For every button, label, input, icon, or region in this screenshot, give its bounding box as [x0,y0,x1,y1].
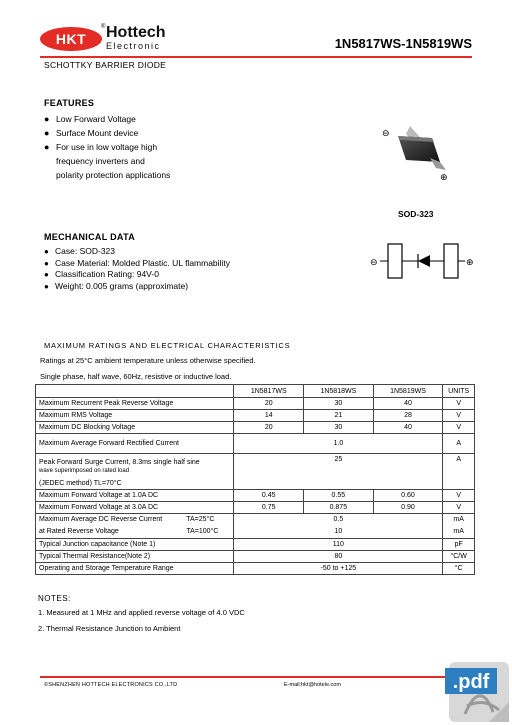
mechanical-item: ● Case: SOD-323 [44,246,115,256]
condition-text: TA=25°C [186,516,215,523]
table-header-cell: UNITS [443,385,475,398]
bullet-icon: ● [44,258,49,268]
param-cell: Typical Junction capacitance (Note 1) [36,539,234,551]
param-line: (JEDEC method) TL=70°C [39,479,122,487]
param-line: Peak Forward Surge Current, 8.3ms single half sine [39,458,200,466]
param-cell: Typical Thermal Resistance(Note 2) [36,551,234,563]
value-cell: 30 [304,398,374,410]
pdf-badge-icon[interactable] [445,660,512,725]
param-cell: Maximum Average Forward Rectified Current [36,434,234,454]
unit-cell: A [443,454,475,490]
note-item: 2. Thermal Resistance Junction to Ambient [38,624,181,633]
value-cell: 80 [234,551,443,563]
bullet-icon: ● [44,270,49,279]
value-cell: 20 [234,398,304,410]
unit-cell: pF [443,539,475,551]
logo-mark: HKT [55,31,87,47]
feature-item: ● For use in low voltage high [44,142,158,152]
table-row [36,454,475,490]
package-plus-symbol: ⊕ [440,173,448,183]
ratings-note-phase: Single phase, half wave, 60Hz, resistive or inductive load. [40,372,232,381]
bullet-icon: ● [44,142,50,152]
table-header-cell: 1N5818WS [304,385,374,398]
mechanical-list [44,246,230,292]
feature-continuation: frequency inverters and [56,156,145,166]
part-number-title: 1N5817WS-1N5819WS [334,36,472,51]
value-cell: 20 [234,422,304,434]
value-cell: 0.45 [234,490,304,502]
logo-name: Hottech [106,24,166,41]
document-subtitle: SCHOTTKY BARRIER DIODE [44,60,167,70]
value-cell: 14 [234,410,304,422]
package-minus-symbol: ⊖ [382,129,390,139]
table-row [36,563,475,575]
footer-divider [40,676,472,678]
value-cell: 0.5 10 [234,514,443,539]
unit-cell: V [443,422,475,434]
mechanical-item: ● Classification Rating: 94V-0 [44,269,159,279]
mechanical-item: ● Weight: 0.005 grams (approximate) [44,280,189,291]
ratings-table [35,384,475,575]
schematic-minus-symbol: ⊖ [370,258,378,268]
logo-registered-mark: ® [101,24,106,30]
table-row [36,410,475,422]
logo-subtitle: Electronic [106,41,161,51]
unit-cell: V [443,490,475,502]
footer-email: E-mail:hkt@hotele.com [284,682,341,688]
table-row [36,514,475,539]
param-cell [36,514,234,539]
pdf-badge-label: .pdf [452,671,490,693]
hottech-logo [40,24,170,54]
bullet-icon: ● [44,114,50,124]
unit-cell: °C [443,563,475,575]
feature-continuation: polarity protection applications [56,170,171,180]
table-header-cell: 1N5819WS [373,385,443,398]
table-row [36,551,475,563]
feature-item: ● Low Forward Voltage [44,114,136,124]
value-cell: 0.90 [373,502,443,514]
value-cell: 28 [373,410,443,422]
schematic-plus-symbol: ⊕ [466,258,474,268]
sod323-package-image [380,118,460,184]
unit-cell: V [443,502,475,514]
note-item: 1. Measured at 1 MHz and applied reverse voltage of 4.0 VDC [38,608,245,617]
value-cell: 40 [373,422,443,434]
table-header-cell: 1N5817WS [234,385,304,398]
features-list [44,112,170,182]
ratings-heading: MAXIMUM RATINGS AND ELECTRICAL CHARACTERISTICS [44,341,291,350]
table-row [36,539,475,551]
value-cell: 40 [373,398,443,410]
table-row [36,490,475,502]
table-row [36,398,475,410]
logo-oval [40,27,102,51]
bullet-icon: ● [44,128,50,138]
table-row [36,502,475,514]
value-cell: 0.55 [304,490,374,502]
bullet-icon: ● [44,247,49,256]
param-cell: Maximum Recurrent Peak Reverse Voltage [36,398,234,410]
param-line: Maximum Average DC Reverse Current TA=25°C [39,514,230,526]
param-line: at Rated Reverse Voltage TA=100°C [39,526,230,538]
ratings-note-temperature: Ratings at 25°C ambient temperature unless otherwise specified. [40,356,256,365]
value-cell: 1.0 [234,434,443,454]
features-heading: FEATURES [44,98,95,108]
condition-text: TA=100°C [186,528,219,535]
value-cell: 21 [304,410,374,422]
package-label: SOD-323 [398,209,434,219]
table-row [36,434,475,454]
bullet-icon: ● [44,281,49,291]
unit-cell: A [443,434,475,454]
param-line: wave superimposed on rated load [39,467,130,474]
param-cell: Maximum Forward Voltage at 3.0A DC [36,502,234,514]
param-cell [36,454,234,490]
notes-heading: NOTES: [38,594,71,603]
value-cell: 0.60 [373,490,443,502]
param-cell: Maximum Forward Voltage at 1.0A DC [36,490,234,502]
value-cell: 0.75 [234,502,304,514]
unit-cell: mA mA [443,514,475,539]
header-divider [40,56,472,58]
unit-cell: V [443,410,475,422]
mechanical-item: ● Case Material: Molded Plastic. UL flammability [44,257,230,268]
table-header-row [36,385,475,398]
footer-copyright: ©SHENZHEN HOTTECH ELECTRONICS CO.,LTD [44,682,178,688]
param-cell: Operating and Storage Temperature Range [36,563,234,575]
unit-cell: V [443,398,475,410]
feature-item: ● Surface Mount device [44,128,139,138]
value-cell: 25 [234,454,443,490]
param-cell: Maximum DC Blocking Voltage [36,422,234,434]
value-cell: 30 [304,422,374,434]
value-cell: 0.875 [304,502,374,514]
value-cell: -50 to +125 [234,563,443,575]
table-row [36,422,475,434]
table-header-cell [36,385,234,398]
diode-schematic [368,240,478,282]
param-cell: Maximum RMS Voltage [36,410,234,422]
value-cell: 110 [234,539,443,551]
mechanical-heading: MECHANICAL DATA [44,232,135,242]
unit-cell: °C/W [443,551,475,563]
